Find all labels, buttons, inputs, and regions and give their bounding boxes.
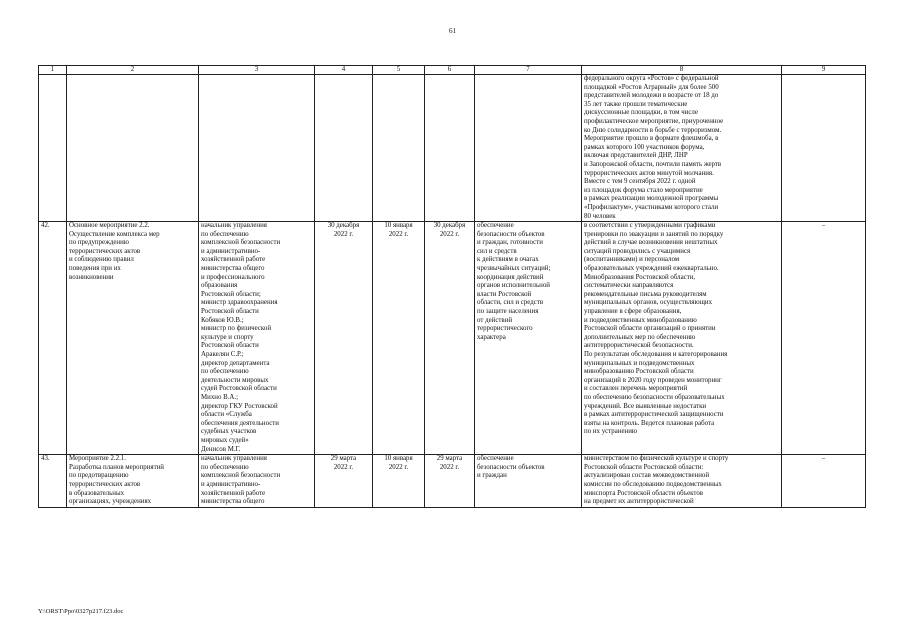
col-header-4: 4 [315, 66, 373, 75]
implementation-info: федерального округа «Ростов» с федеральной площадкой «Ростов Аграрный» для более 500 представителей молодежи в возрасте от 18 до 35 лет также прошли тематические дискуссионные площадки, в том числе профилактическое мероприятие, приуроченное ко Дню солидарности в борьбе с терроризмом. Мероприятие прошло в формате флешмоба, в рамках которого 100 участников форума, включая представителей ДНР, ЛНР и Запорожской области, почтили память жертв террористических актов минутой молчания. Вместе с тем 9 сентября 2022 г. одной из площадок форума стало мероприятие в рамках реализации молодежной программы «Профилактум», участниками которого стали 80 человек [582, 75, 782, 222]
report-table [38, 65, 866, 508]
executors: начальник управления по обеспечению комплексной безопасности и административно- хозяйственной работе министерства общего и профессионального образования Ростовской области; министр здравоохранения Ростовской области Кобяков Ю.В.; министр по физической культуре и спорту Ростовской области Аракелян С.Р.; директор департамента по обеспечению деятельности мировых судей Ростовской области Михно В.А.; директор ГКУ Ростовской области «Служба обеспечения деятельности судебных участков мировых судей» Денисов М.Г. [199, 222, 315, 455]
col-header-6: 6 [425, 66, 475, 75]
page-number: 61 [449, 27, 456, 35]
col-header-2: 2 [67, 66, 199, 75]
col-header-7: 7 [475, 66, 582, 75]
col-header-9: 9 [782, 66, 866, 75]
row-number: 43. [39, 455, 67, 508]
start-date: 10 января 2022 г. [373, 455, 425, 508]
plan-date: 29 марта 2022 г. [315, 455, 373, 508]
plan-date [315, 75, 373, 222]
event-name: Мероприятие 2.2.1. Разработка планов мероприятий по предотвращению террористических актов в образовательных организациях, учреждениях [67, 455, 199, 508]
col-header-8: 8 [582, 66, 782, 75]
expected-result [475, 75, 582, 222]
table-row [39, 222, 866, 455]
row-number: 42. [39, 222, 67, 455]
note: – [782, 455, 866, 508]
column-number-row [39, 66, 866, 75]
end-date: 30 декабря 2022 г. [425, 222, 475, 455]
expected-result: обеспечение безопасности объектов и граждан [475, 455, 582, 508]
event-name: Основное мероприятие 2.2. Осуществление комплекса мер по предупреждению террористических актов и соблюдению правил поведения при их возникновении [67, 222, 199, 455]
row-number [39, 75, 67, 222]
executors [199, 75, 315, 222]
end-date: 29 марта 2022 г. [425, 455, 475, 508]
implementation-info: в соответствии с утвержденными графиками тренировки по эвакуации и занятий по порядку действий в случае возникновения нештатных ситуаций проводились с учащимися (воспитанниками) и персоналом образовательных учреждений ежеквартально. Минобразования Ростовской области, систематически направляются рекомендательные письма руководителям муниципальных органов, осуществляющих управление в сфере образования, и подведомственных минобразованию Ростовской области организаций о принятии дополнительных мер по обеспечению антитеррористической безопасности. По результатам обследования и категорирования муниципальных и подведомственных минобразованию Ростовской области организаций в 2020 году проведен мониторинг и составлен перечень мероприятий по обеспечению безопасности образовательных учреждений. Все выявленные недостатки в рамках антитеррористической защищенности взяты на контроль. Ведется плановая работа по их устранению [582, 222, 782, 455]
end-date [425, 75, 475, 222]
note: – [782, 222, 866, 455]
file-path-footer: Y:\ORST\Ppo\0327p217.f23.doc [38, 608, 124, 615]
start-date [373, 75, 425, 222]
expected-result: обеспечение безопасности объектов и граждан, готовности сил и средств к действиям в очагах чрезвычайных ситуаций; координация действий органов исполнительной власти Ростовской области, сил и средств по защите населения от действий террористического характера [475, 222, 582, 455]
col-header-1: 1 [39, 66, 67, 75]
executors: начальник управления по обеспечению комплексной безопасности и административно- хозяйственной работе министерства общего [199, 455, 315, 508]
start-date: 10 января 2022 г. [373, 222, 425, 455]
event-name [67, 75, 199, 222]
col-header-5: 5 [373, 66, 425, 75]
col-header-3: 3 [199, 66, 315, 75]
table-row [39, 75, 866, 222]
plan-date: 30 декабря 2022 г. [315, 222, 373, 455]
implementation-info: министерством по физической культуре и спорту Ростовской области Ростовской области: актуализирован состав межведомственной комиссии по обследованию подведомственных минспорта Ростовской области объектов на предмет их антитеррористической [582, 455, 782, 508]
table-row [39, 455, 866, 508]
note [782, 75, 866, 222]
